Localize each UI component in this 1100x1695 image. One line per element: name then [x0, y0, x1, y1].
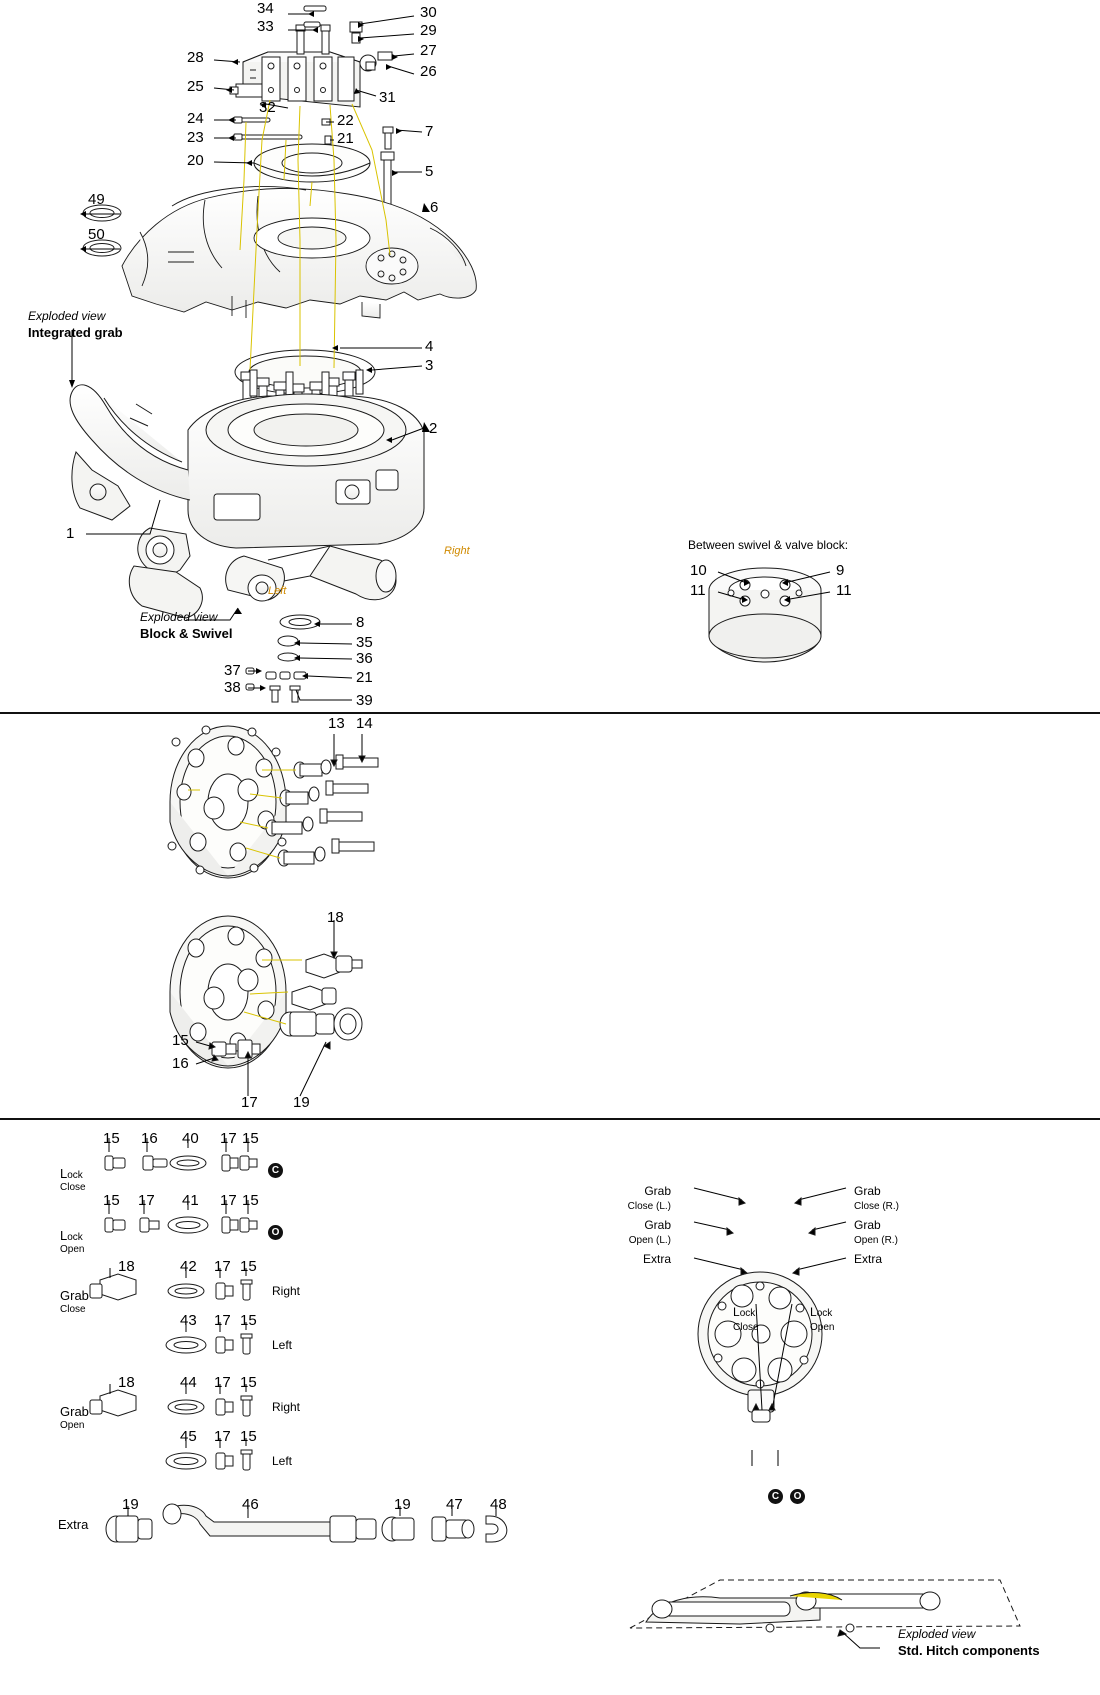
bottom-r5-p4: 15	[240, 1374, 257, 1391]
port-label-lock-open: Lock	[810, 1305, 833, 1319]
callout-30: 30	[420, 4, 437, 21]
bottom-r5-p1: 18	[118, 1374, 135, 1391]
bottom-r7-p3: 19	[394, 1496, 411, 1513]
badge-lock-close: C	[268, 1163, 283, 1178]
bottom-r3-label-main: Grab	[60, 1288, 89, 1303]
callout-5: 5	[425, 163, 434, 180]
port-label-grab-close-r: Grab	[854, 1184, 881, 1198]
callout-35: 35	[356, 634, 373, 651]
bottom-r1-p3: 40	[182, 1130, 199, 1147]
badge-hitch-o: O	[790, 1489, 805, 1504]
block-swivel-caption: Block & Swivel	[140, 626, 233, 641]
callout-15-mid: 15	[172, 1032, 189, 1049]
bottom-r1-p2: 16	[141, 1130, 158, 1147]
callout-9: 9	[836, 562, 845, 579]
bottom-r2-label-second: Open	[60, 1244, 85, 1255]
bottom-r6-suffix: Left	[272, 1454, 293, 1468]
port-sub-grab-close-l: Close (L.)	[627, 1201, 671, 1212]
bottom-r3-p2: 42	[180, 1258, 197, 1275]
callout-2: 2	[429, 420, 438, 437]
bottom-r2-p3: 41	[182, 1192, 199, 1209]
bottom-r7-p2: 46	[242, 1496, 259, 1513]
bottom-r5-label-main: Grab	[60, 1404, 89, 1419]
bottom-r5-p2: 44	[180, 1374, 197, 1391]
bottom-r7-label-main: Extra	[58, 1517, 89, 1532]
bottom-r1-p5: 15	[242, 1130, 259, 1147]
callout-27: 27	[420, 42, 437, 59]
badge-lock-open: O	[268, 1225, 283, 1240]
port-sub-grab-open-r: Open (R.)	[854, 1235, 898, 1246]
callout-32: 32	[259, 99, 276, 116]
port-label-grab-close-l: Grab	[644, 1184, 671, 1198]
left-side-label: Left	[268, 585, 287, 597]
bottom-r1-label-second: Close	[60, 1182, 86, 1193]
bottom-r4-p2: 17	[214, 1312, 231, 1329]
bottom-r3-p4: 15	[240, 1258, 257, 1275]
callout-22: 22	[337, 112, 354, 129]
bottom-r2-p1: 15	[103, 1192, 120, 1209]
bottom-r2-p4: 17	[220, 1192, 237, 1209]
callout-11b: 11	[836, 582, 852, 599]
bottom-kits-drawing	[0, 1118, 1100, 1695]
callout-33: 33	[257, 18, 274, 35]
bottom-r7-p4: 47	[446, 1496, 463, 1513]
port-sub-lock-open: Open	[810, 1322, 835, 1333]
std-hitch-caption-italic: Exploded view	[898, 1627, 976, 1641]
callout-20: 20	[187, 152, 204, 169]
right-side-label: Right	[444, 545, 470, 557]
port-label-extra-r: Extra	[854, 1252, 883, 1266]
bottom-r5-suffix: Right	[272, 1400, 301, 1414]
port-label-lock-close: Lock	[733, 1305, 756, 1319]
bottom-r4-p1: 43	[180, 1312, 197, 1329]
callout-14: 14	[356, 715, 373, 732]
callout-8: 8	[356, 614, 365, 631]
callout-29: 29	[420, 22, 437, 39]
callout-37: 37	[224, 662, 241, 679]
bottom-r3-p3: 17	[214, 1258, 231, 1275]
callout-39: 39	[356, 692, 373, 709]
integrated-grab-caption-italic: Exploded view	[28, 309, 106, 323]
bottom-r2-p2: 17	[138, 1192, 155, 1209]
bottom-r5-p3: 17	[214, 1374, 231, 1391]
callout-21b: 21	[356, 669, 373, 686]
bottom-r6-p3: 15	[240, 1428, 257, 1445]
callout-18-mid: 18	[327, 909, 344, 926]
port-sub-lock-close: Close	[733, 1322, 759, 1333]
callout-13: 13	[328, 715, 345, 732]
bottom-r4-p3: 15	[240, 1312, 257, 1329]
callout-34: 34	[257, 0, 274, 17]
badge-hitch-c: C	[768, 1489, 783, 1504]
callout-3: 3	[425, 357, 434, 374]
integrated-grab-caption: Integrated grab	[28, 325, 123, 340]
callout-19-mid: 19	[293, 1094, 310, 1111]
port-label-grab-open-r: Grab	[854, 1218, 881, 1232]
bottom-r2-p5: 15	[242, 1192, 259, 1209]
block-swivel-caption-italic: Exploded view	[140, 610, 218, 624]
bottom-r1-p1: 15	[103, 1130, 120, 1147]
callout-24: 24	[187, 110, 204, 127]
bottom-r1-label-main: Lock	[60, 1166, 83, 1181]
port-label-grab-open-l: Grab	[644, 1218, 671, 1232]
callout-7: 7	[425, 123, 434, 140]
callout-25: 25	[187, 78, 204, 95]
mid-plate-drawing	[0, 712, 1100, 1118]
callout-17-mid: 17	[241, 1094, 258, 1111]
between-note: Between swivel & valve block:	[688, 538, 849, 552]
callout-6: 6	[430, 199, 439, 216]
callout-49: 49	[88, 191, 105, 208]
bottom-r3-p1: 18	[118, 1258, 135, 1275]
callout-1: 1	[66, 525, 75, 542]
bottom-r4-suffix: Left	[272, 1338, 293, 1352]
callout-26: 26	[420, 63, 437, 80]
port-sub-grab-open-l: Open (L.)	[628, 1235, 671, 1246]
callout-4: 4	[425, 338, 434, 355]
callout-28: 28	[187, 49, 204, 66]
bottom-r3-label-second: Close	[60, 1304, 86, 1315]
port-label-extra-l: Extra	[642, 1252, 671, 1266]
callout-11a: 11	[690, 582, 706, 599]
bottom-r3-suffix: Right	[272, 1284, 301, 1298]
std-hitch-caption: Std. Hitch components	[898, 1643, 1040, 1658]
callout-31: 31	[379, 89, 396, 106]
bottom-r2-label-main: Lock	[60, 1228, 83, 1243]
bottom-r6-p1: 45	[180, 1428, 197, 1445]
bottom-r7-p5: 48	[490, 1496, 507, 1513]
callout-23: 23	[187, 129, 204, 146]
callout-38: 38	[224, 679, 241, 696]
callout-36: 36	[356, 650, 373, 667]
bottom-r1-p4: 17	[220, 1130, 237, 1147]
callout-50: 50	[88, 226, 105, 243]
callout-21a: 21	[337, 130, 354, 147]
bottom-r6-p2: 17	[214, 1428, 231, 1445]
bottom-r5-label-second: Open	[60, 1420, 85, 1431]
callout-10: 10	[690, 562, 707, 579]
bottom-r7-p1: 19	[122, 1496, 139, 1513]
top-assembly-drawing	[0, 0, 1100, 712]
callout-16-mid: 16	[172, 1055, 189, 1072]
port-sub-grab-close-r: Close (R.)	[854, 1201, 900, 1212]
